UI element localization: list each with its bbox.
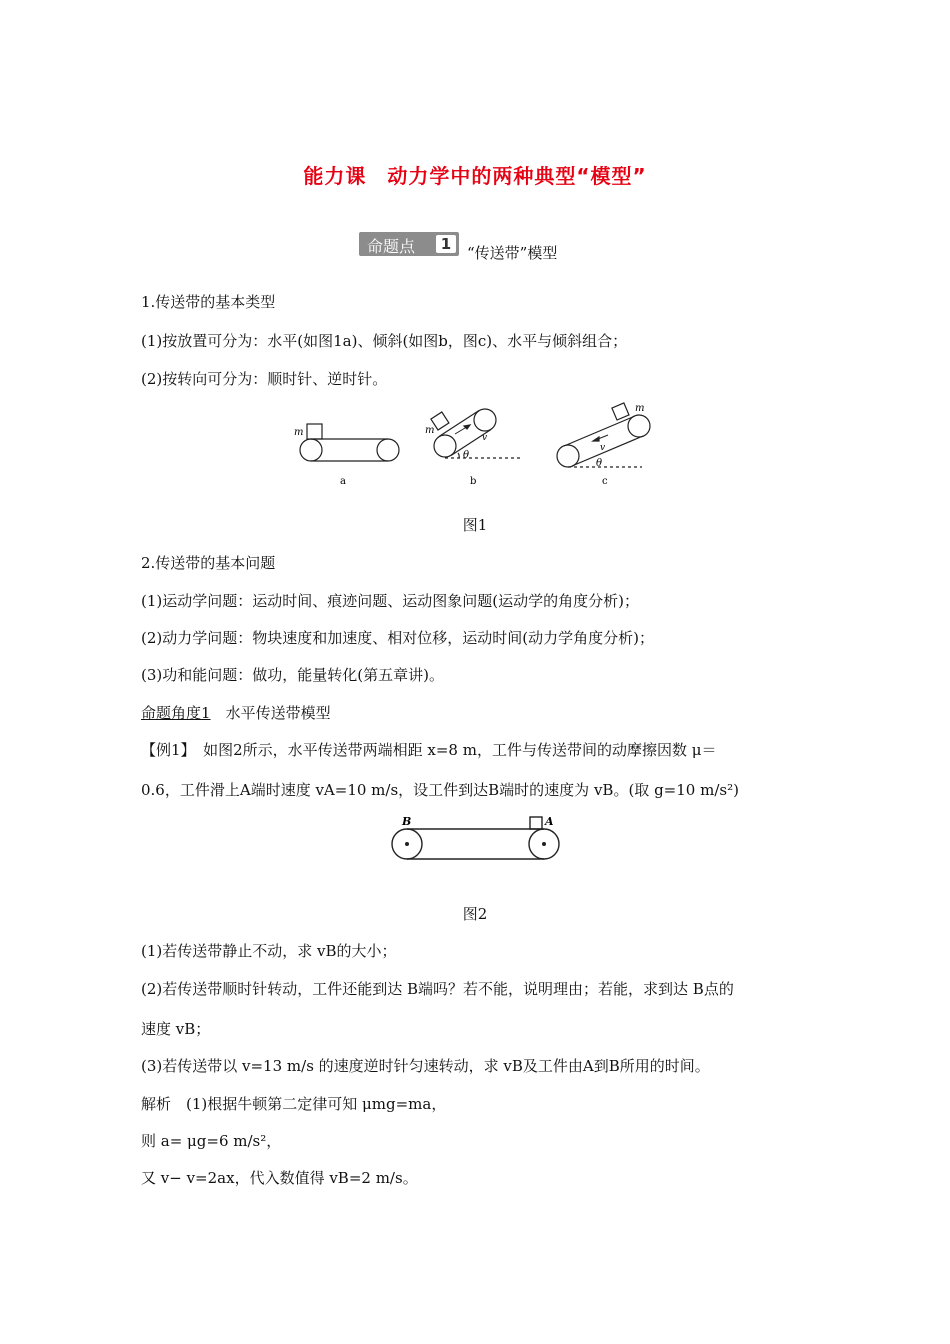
basic-types-heading: 1.传送带的基本类型 [141, 293, 276, 311]
figure-1c-angle-label: θ [596, 458, 603, 469]
figure-2-label-A: A [545, 815, 554, 828]
figure-1c-mass-label: m [635, 403, 645, 414]
question-2-line1: (2)若传送带顺时针转动，工件还能到达 B端吗？若不能，说明理由；若能，求到达 B点的 [141, 980, 734, 998]
figure-1b-mass-label: m [425, 425, 435, 436]
basic-types-item1: (1)按放置可分为：水平(如图1a)、倾斜(如图b，图c)、水平与倾斜组合； [141, 332, 628, 350]
page-title: 能力课 动力学中的两种典型“模型” [303, 164, 647, 188]
basic-problems-item2: (2)动力学问题：物块速度和加速度、相对位移，运动时间(动力学角度分析)； [141, 629, 654, 647]
example-1-text1: 如图2所示，水平传送带两端相距 x=8 m，工件与传送带间的动摩擦因数 μ＝ [203, 741, 717, 759]
question-1: (1)若传送带静止不动，求 vB的大小； [141, 942, 397, 960]
figure-1c-label: c [602, 476, 608, 487]
example-1-tag: 【例1】 [141, 741, 189, 759]
angle-1-name: 水平传送带模型 [225, 704, 331, 722]
example-1-line2: 0.6，工件滑上A端时速度 vA=10 m/s，设工件到达B端时的速度为 vB。(取 g=10 m/s²) [141, 781, 739, 799]
figure-2-caption: 图2 [462, 905, 488, 923]
figure-1-caption: 图1 [462, 516, 488, 534]
proposition-badge [359, 232, 459, 256]
figure-2-label-B: B [402, 815, 412, 828]
figure-1a-belt [300, 424, 399, 461]
question-3: (3)若传送带以 v=13 m/s 的速度逆时针匀速转动，求 vB及工件由A到B所用的时间。 [141, 1057, 710, 1075]
question-2-line2: 速度 vB； [141, 1020, 211, 1038]
solution-line2: 则 a= μg=6 m/s²， [141, 1132, 282, 1150]
figure-1c-velocity-label: v [600, 443, 606, 453]
figure-1b-belt [431, 409, 522, 458]
figure-1b-label: b [470, 476, 477, 487]
figure-2-belt [392, 817, 559, 859]
basic-problems-item1: (1)运动学问题：运动时间、痕迹问题、运动图象问题(运动学的角度分析)； [141, 592, 639, 610]
example-1-line1 [141, 739, 716, 760]
basic-types-item2: (2)按转向可分为：顺时针、逆时针。 [141, 370, 388, 388]
angle-1-heading [141, 702, 331, 723]
figure-1 [290, 398, 670, 490]
basic-problems-heading: 2.传送带的基本问题 [141, 554, 276, 572]
section-heading: “传送带”模型 [467, 244, 558, 262]
figure-1b-angle-label: θ [463, 450, 470, 461]
basic-problems-item3: (3)功和能问题：做功，能量转化(第五章讲)。 [141, 666, 444, 684]
solution-line1: 解析 (1)根据牛顿第二定律可知 μmg=ma， [141, 1095, 447, 1113]
figure-1b-velocity-label: v [482, 433, 488, 443]
solution-line3: 又 v− v=2ax，代入数值得 vB=2 m/s。 [141, 1169, 418, 1187]
proposition-label: 命题点 [367, 237, 416, 256]
figure-1a-label: a [340, 476, 346, 487]
figure-2 [385, 812, 565, 864]
proposition-number: 1 [436, 235, 456, 253]
figure-1a-mass-label: m [294, 427, 304, 438]
angle-1-title: 命题角度1 [141, 704, 211, 722]
